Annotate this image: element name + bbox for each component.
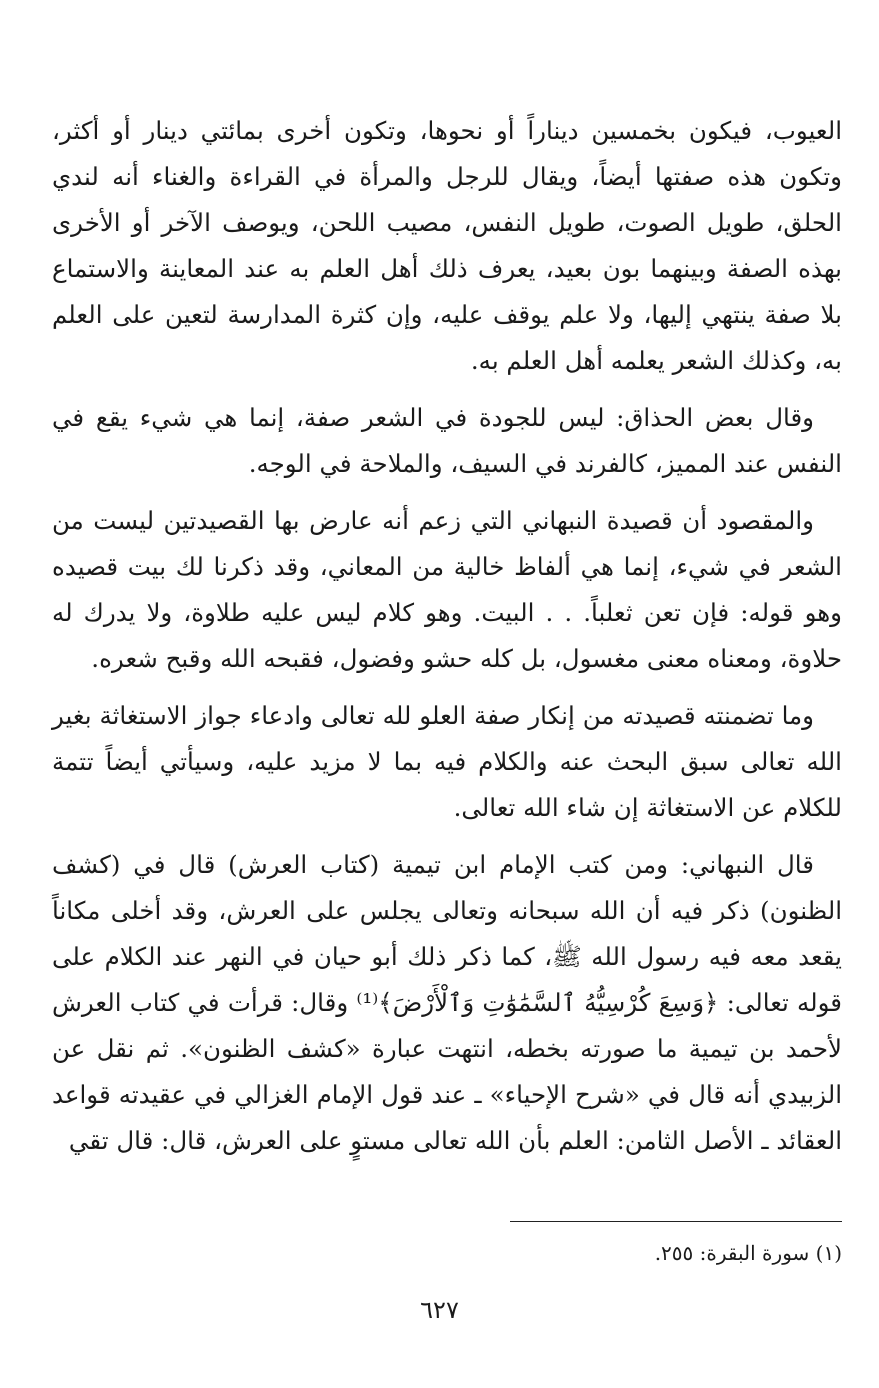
paragraph-4: وما تضمنته قصيدته من إنكار صفة العلو لله تعالى وادعاء جواز الاستغاثة بغير الله تعالى سبق البحث عنه والكلام فيه بما لا مزيد عليه، وسيأتي أيضاً تتمة للكلام عن الاستغاثة إن شاء الله تعالى.	[52, 701, 842, 822]
paragraph-5: قال النبهاني: ومن كتب الإمام ابن تيمية (كتاب العرش) قال في (كشف الظنون) ذكر فيه أن الله سبحانه وتعالى يجلس على العرش، وقد أخلى مكاناً يقعد معه فيه رسول الله ﷺ، كما ذكر ذلك أبو حيان في النهر عند الكلام على قوله تعالى: ﴿وَسِعَ كُرْسِيُّهُ ٱلسَّمَٰوَٰتِ وَٱلْأَرْضَ﴾⁽¹⁾ وقال: قرأت في كتاب العرش لأحمد بن تيمية ما صورته بخطه، انتهت عبارة «كشف الظنون». ثم نقل عن الزبيدي أنه قال في «شرح الإحياء» ـ عند قول الإمام الغزالي في عقيدته قواعد العقائد ـ الأصل الثامن: العلم بأن الله تعالى مستوٍ على العرش، قال: قال تقي	[52, 850, 842, 1155]
paragraph-2: وقال بعض الحذاق: ليس للجودة في الشعر صفة، إنما هي شيء يقع في النفس عند المميز، كالفرند في السيف، والملاحة في الوجه.	[52, 403, 842, 478]
paragraph-1: العيوب، فيكون بخمسين ديناراً أو نحوها، وتكون أخرى بمائتي دينار أو أكثر، وتكون هذه صفتها أيضاً، ويقال للرجل والمرأة في القراءة والغناء أنه لندي الحلق، طويل الصوت، طويل النفس، مصيب اللحن، ويوصف الآخر أو الأخرى بهذه الصفة وبينهما بون بعيد، يعرف ذلك أهل العلم به عند المعاينة والاستماع بلا صفة ينتهي إليها، ولا علم يوقف عليه، وإن كثرة المدارسة لتعين على العلم به، وكذلك الشعر يعلمه أهل العلم به.	[52, 116, 842, 375]
footnote: (١) سورة البقرة: ٢٥٥.	[654, 1241, 842, 1265]
paragraph-3: والمقصود أن قصيدة النبهاني التي زعم أنه عارض بها القصيدتين ليست من الشعر في شيء، إنما هي ألفاظ خالية من المعاني، وقد ذكرنا لك بيت قصيده وهو قوله: فإن تعن ثعلباً. . . البيت. وهو كلام ليس عليه طلاوة، ولا يدرك له حلاوة، ومعناه معنى مغسول، بل كله حشو وفضول، فقبحه الله وقبح شعره.	[52, 506, 842, 673]
main-text	[52, 108, 842, 1175]
footnote-divider	[510, 1221, 842, 1222]
page-number: ٦٢٧	[420, 1296, 459, 1324]
